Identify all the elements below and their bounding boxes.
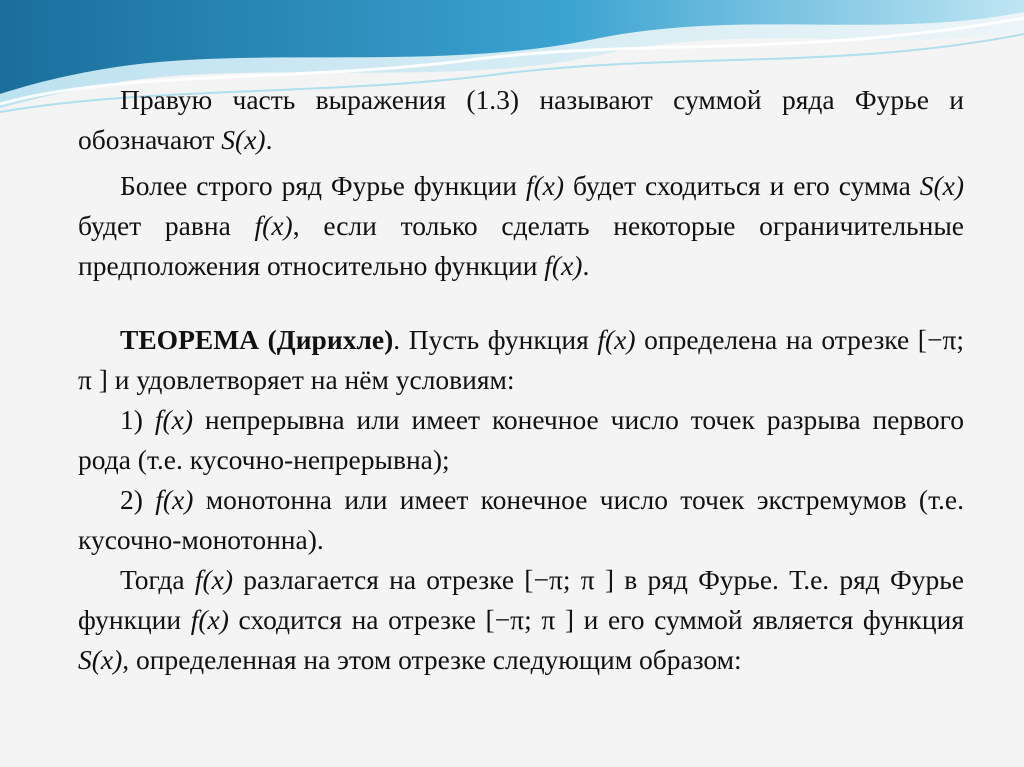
condition-2 — [78, 480, 964, 560]
text: непрерывна или имеет конечное число точек разрыва первого рода (т.е. кусочно-непрерывна); — [78, 404, 965, 475]
math-s-of-x: S(x) — [919, 170, 964, 201]
text: Правую часть выражения (1.3) называют суммой ряда Фурье и обозначают — [78, 84, 964, 155]
theorem-title: ТЕОРЕМА (Дирихле) — [120, 324, 394, 355]
math-f-of-x: f(x) — [155, 484, 194, 515]
paragraph-theorem — [78, 320, 964, 400]
paragraph-conclusion — [78, 560, 964, 680]
math-f-of-x: f(x) — [194, 564, 233, 595]
slide-content — [78, 80, 964, 680]
math-f-of-x: f(x) — [254, 210, 293, 241]
text: . — [582, 250, 590, 281]
condition-number: 2) — [120, 484, 143, 515]
text: . — [265, 124, 273, 155]
text: разлагается на отрезке [−π; π ] в ряд Фурье. Т.е. ряд Фурье функции — [78, 564, 964, 635]
text: Тогда — [120, 564, 195, 595]
text: будет равна — [78, 210, 255, 241]
math-s-of-x: S(x) — [221, 124, 266, 155]
text: . Пусть функция — [393, 324, 598, 355]
math-f-of-x: f(x) — [544, 250, 583, 281]
text: , если только сделать некоторые ограничительные предположения относительно функции — [78, 210, 964, 281]
text: будет сходиться и его сумма — [564, 170, 920, 201]
math-f-of-x: f(x) — [154, 404, 193, 435]
text: сходится на отрезке [−π; π ] и его суммой является функция — [228, 604, 964, 635]
paragraph-fourier-sum — [78, 80, 964, 160]
paragraph-convergence — [78, 166, 964, 286]
math-f-of-x: f(x) — [190, 604, 229, 635]
math-f-of-x: f(x) — [525, 170, 565, 201]
text: определена на отрезке [−π; π ] и удовлетворяет на нём условиям: — [78, 324, 964, 395]
text: Более строго ряд Фурье функции — [120, 170, 526, 201]
text: , определенная на этом отрезке следующим образом: — [122, 644, 742, 675]
math-f-of-x: f(x) — [597, 324, 636, 355]
text: монотонна или имеет конечное число точек экстремумов (т.е. кусочно-монотонна). — [78, 484, 964, 555]
condition-1 — [78, 400, 964, 480]
math-s-of-x: S(x) — [78, 644, 123, 675]
condition-number: 1) — [120, 404, 143, 435]
